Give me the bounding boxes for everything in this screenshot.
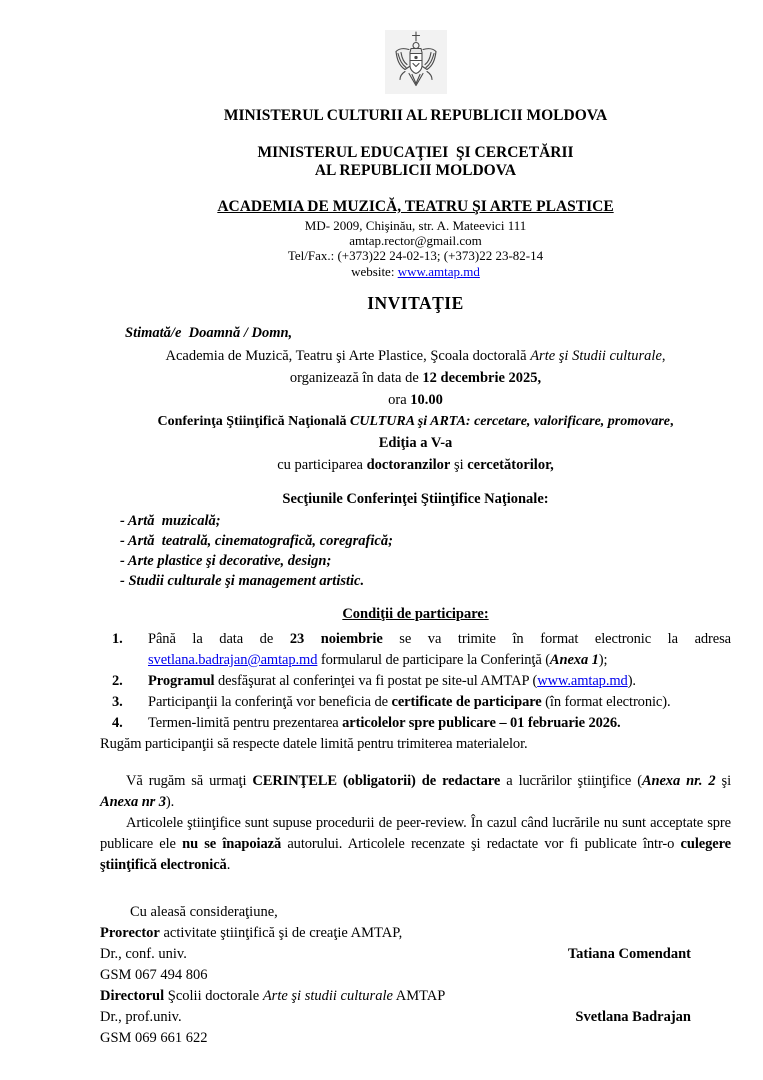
deadline-registration: 23 noiembrie xyxy=(289,630,383,647)
deadline-publication: articolelor spre publicare – 01 februarie 2026. xyxy=(342,714,621,731)
ministry-education-heading-line1: MINISTERUL EDUCAŢIEI ŞI CERCETĂRII xyxy=(257,143,574,161)
condition-3-number: 3. xyxy=(112,693,123,710)
conditions-heading: Condiţii de participare: xyxy=(342,606,489,623)
intro-line-date: organizează în data de 12 decembrie 2025, xyxy=(289,369,542,386)
requirements-text: CERINŢELE (obligatorii) de redactare xyxy=(252,772,501,789)
amtap-site-link[interactable]: www.amtap.md xyxy=(537,672,628,689)
condition-1-line1: Până la data de 23 noiembrie se va trimite în format electronic la adresa xyxy=(148,630,732,647)
annex-3-ref: Anexa nr 3 xyxy=(100,793,166,810)
condition-1-number: 1. xyxy=(112,630,123,647)
annex-2-ref: Anexa nr. 2 xyxy=(641,772,716,789)
signer-1-phone: GSM 067 494 806 xyxy=(100,966,208,983)
academy-telfax: Tel/Fax.: (+373)22 24-02-13; (+373)22 23-82-14 xyxy=(287,248,544,264)
ministry-culture-heading: MINISTERUL CULTURII AL REPUBLICII MOLDOVA xyxy=(223,107,608,124)
signer-1-role: Prorector activitate ştiinţifică şi de creaţie AMTAP, xyxy=(100,924,403,941)
academy-email: amtap.rector@gmail.com xyxy=(349,233,482,249)
signer-2-row xyxy=(100,1007,731,1028)
signer-1-degree: Dr., conf. univ. xyxy=(100,945,187,962)
signer-2-role: Directorul Şcolii doctorale Arte şi studii culturale AMTAP xyxy=(100,988,446,1004)
intro-line-time: ora 10.00 xyxy=(388,391,443,408)
annex-1-ref: Anexa 1 xyxy=(549,651,599,668)
signer-2-degree: Dr., prof.univ. xyxy=(100,1009,182,1026)
condition-2-number: 2. xyxy=(112,672,123,689)
requirements-paragraph: Vă rugăm să urmaţi CERINŢELE (obligatorii) de redactare a lucrărilor ştiinţifice (Anexa nr. 2 şi Anexa nr 3). xyxy=(100,772,731,810)
ministry-education-heading-line2: AL REPUBLICII MOLDOVA xyxy=(314,162,517,180)
website-label: website: xyxy=(351,263,398,279)
certificates-text: certificate de participare xyxy=(391,693,542,710)
section-item-cultural-studies: - Studii culturale şi management artistic. xyxy=(120,573,365,590)
academy-address: MD- 2009, Chişinău, str. A. Mateevici 111 xyxy=(304,217,527,233)
condition-item-4: 4. Termen-limită pentru prezentarea articolelor spre publicare – 01 februarie 2026. xyxy=(100,713,731,734)
academy-website-line xyxy=(100,264,731,279)
condition-1-line2: svetlana.badrajan@amtap.md formularul de participare la Conferinţă (Anexa 1); xyxy=(148,651,608,668)
electronic-collection-text: culegere ştiinţifică electronică xyxy=(100,835,731,873)
deadlines-note: Rugăm participanţii să respecte datele limită pentru trimiterea materialelor. xyxy=(100,735,528,752)
doctoral-school-name: Arte şi Studii culturale xyxy=(530,347,662,364)
condition-4-number: 4. xyxy=(112,714,123,731)
section-item-theatre: - Artă teatrală, cinematografică, coregrafică; xyxy=(120,533,393,550)
signer-2-name: Svetlana Badrajan xyxy=(575,1009,691,1026)
sections-heading: Secţiunile Conferinţei Ştiinţifice Naţionale: xyxy=(282,491,549,508)
section-item-fine-arts: - Arte plastice şi decorative, design; xyxy=(120,553,332,570)
intro-line-organizer: Academia de Muzică, Teatru şi Arte Plastice, Şcoala doctorală Arte şi Studii culturale, xyxy=(165,347,666,364)
signature-block xyxy=(100,902,731,1049)
academy-name-heading: ACADEMIA DE MUZICĂ, TEATRU ŞI ARTE PLASTICE xyxy=(217,197,614,215)
moldova-coat-of-arms-icon xyxy=(385,30,447,94)
condition-item-2: 2. Programul desfăşurat al conferinţei va fi postat pe site-ul AMTAP (www.amtap.md). xyxy=(100,671,731,692)
signer-1-name: Tatiana Comendant xyxy=(567,945,691,962)
conference-date: 12 decembrie 2025, xyxy=(422,369,542,386)
conference-name: CULTURA şi ARTA: cercetare, valorificare, promovare xyxy=(349,413,671,429)
website-link[interactable]: www.amtap.md xyxy=(397,263,480,279)
intro-line-participants: cu participarea doctoranzilor şi cercetătorilor, xyxy=(277,457,554,474)
section-item-music: - Artă muzicală; xyxy=(120,513,221,530)
doctoral-school-name-2: Arte şi studii culturale xyxy=(262,988,393,1004)
intro-line-edition: Ediţia a V-a xyxy=(378,435,453,452)
closing-formula: Cu aleasă consideraţiune, xyxy=(130,903,278,920)
signer-1-row xyxy=(100,944,731,965)
salutation: Stimată/e Doamnă / Domn, xyxy=(125,325,293,342)
peer-review-paragraph: Articolele ştiinţifice sunt supuse procedurii de peer-review. În cazul când lucrările nu sunt acceptate spre publicare ele nu se înapoiază autorului. Articolele recenzate şi redactate vor fi publicate într-o culegere ştiinţifică electronică. xyxy=(100,814,731,873)
coat-of-arms-container xyxy=(100,30,731,99)
signer-2-phone: GSM 069 661 622 xyxy=(100,1030,208,1047)
condition-item-1 xyxy=(100,629,731,671)
condition-item-3: 3. Participanţii la conferinţă vor beneficia de certificate de participare (în format electronic). xyxy=(100,692,731,713)
email-link[interactable]: svetlana.badrajan@amtap.md xyxy=(148,651,318,668)
conference-time: 10.00 xyxy=(410,391,443,408)
document-title: INVITAŢIE xyxy=(367,293,464,314)
intro-line-conference-title: Conferinţa Ştiinţifică Naţională CULTURA şi ARTA: cercetare, valorificare, promovare, xyxy=(157,413,674,429)
